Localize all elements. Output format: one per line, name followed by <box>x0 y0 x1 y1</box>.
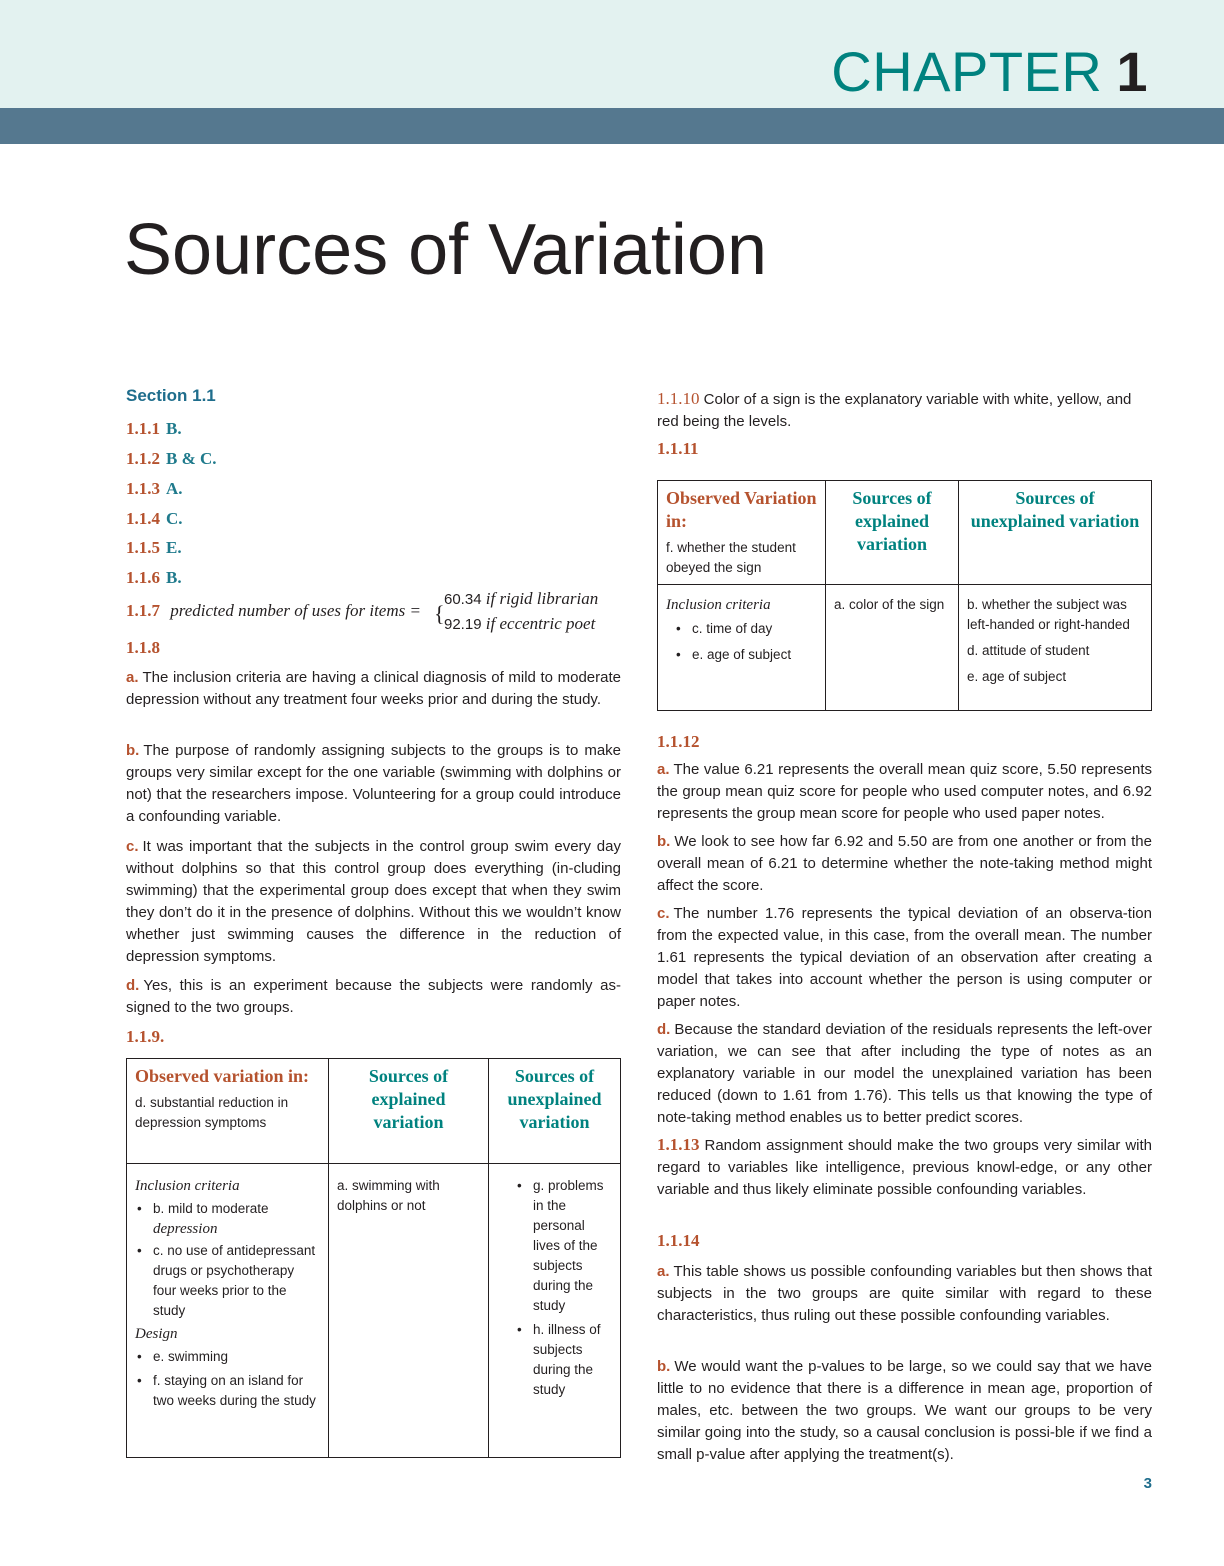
q1112-number: 1.1.12 <box>657 732 700 751</box>
q119-number: 1.1.9. <box>126 1027 165 1046</box>
page-title: Sources of Variation <box>124 210 768 290</box>
answer-row: 1.1.2 B & C. <box>126 449 217 468</box>
list-item: • g. problems in the personal lives of the subjects during the study <box>533 1176 612 1316</box>
q118-part-d: d. Yes, this is an experiment because the subjects were randomly as-signed to the two groups. <box>126 977 621 1016</box>
chapter-number: 1 <box>1116 40 1148 103</box>
answer-row: 1.1.4 C. <box>126 509 183 528</box>
list-item: • c. no use of antidepressant drugs or psychotherapy four weeks prior to the study <box>153 1241 320 1321</box>
table-cell-explained: a. color of the sign <box>826 585 959 711</box>
answer-row: 1.1.5 E. <box>126 538 182 557</box>
table-cell-observed-sources: Inclusion criteria • c. time of day • e. age of subject <box>658 585 826 711</box>
section-heading: Section 1.1 <box>126 386 216 405</box>
table-header-unexplained: Sources of unexplained variation <box>959 481 1152 585</box>
table-header-observed: Observed variation in: d. substantial reduction in depression symptoms <box>127 1059 329 1164</box>
table-cell-explained: a. swimming with dolphins or not <box>329 1164 489 1458</box>
q117-case-1: 60.34 if rigid librarian <box>444 589 599 608</box>
q1112-part-a: a. The value 6.21 represents the overall mean quiz score, 5.50 represents the group mean quiz score for people who used computer notes, and 6.92 represents the group mean score for people who used paper notes. <box>657 761 1152 822</box>
q1110: 1.1.10 Color of a sign is the explanatory variable with white, yellow, and red being the levels. <box>657 389 1132 430</box>
brace-icon: { <box>434 601 445 626</box>
q1114-number: 1.1.14 <box>657 1231 700 1250</box>
q1111-number: 1.1.11 <box>657 439 699 458</box>
q1111-variation-table <box>657 480 1152 711</box>
q1113: 1.1.13 Random assignment should make the two groups very similar with regard to variables like intelligence, previous knowl-edge, or any other variable and thus likely eliminate possible confounding variables. <box>657 1135 1152 1198</box>
table-cell-unexplained <box>489 1164 621 1458</box>
page-number: 3 <box>1143 1475 1152 1492</box>
table-header-explained: Sources of explained variation <box>329 1059 489 1164</box>
q118-part-c: c. It was important that the subjects in the control group swim every day without dolphins so that this control group does everything (in-cluding swimming) that the experimental group does except that when they swim they don’t do it in the presence of dolphins. Without this we wouldn’t know whether just swimming causes the difference in the reduction of depression symptoms. <box>126 838 621 965</box>
list-item: • h. illness of subjects during the study <box>533 1320 612 1400</box>
chapter-label <box>831 40 1148 104</box>
list-item: • c. time of day <box>692 619 817 639</box>
answer-row: 1.1.3 A. <box>126 479 183 498</box>
q118-part-b: b. The purpose of randomly assigning subjects to the groups is to make groups very similar except for the one variable (swimming with dolphins or not) that the researchers impose. Volunteering for a group could introduce a confounding variable. <box>126 742 621 825</box>
q118-number: 1.1.8 <box>126 638 160 657</box>
q1114-part-a: a. This table shows us possible confounding variables but then shows that subjects in the two groups are quite similar with regard to these characteristics, thus ruling out these possible confounding variables. <box>657 1263 1152 1324</box>
q1112-part-d: d. Because the standard deviation of the residuals represents the left-over variation, we can see that after including the type of notes as an explanatory variable in our model the unexplained variation has been reduced (down to 1.61 from 1.76). This tells us that knowing the type of note-taking method enables us to better predict scores. <box>657 1021 1152 1126</box>
q118-part-a: a. The inclusion criteria are having a clinical diagnosis of mild to moderate depression without any treatment four weeks prior and during the study. <box>126 669 621 708</box>
list-item: • f. staying on an island for two weeks during the study <box>153 1371 320 1411</box>
table-header-unexplained: Sources of unexplained variation <box>489 1059 621 1164</box>
list-item: • e. swimming <box>153 1347 320 1367</box>
q117-formula-lhs: 1.1.7 predicted number of uses for items = <box>126 601 421 620</box>
q117-case-2: 92.19 if eccentric poet <box>444 614 596 633</box>
chapter-word: CHAPTER <box>831 40 1103 103</box>
answer-row: 1.1.1 B. <box>126 419 182 438</box>
q1114-part-b: b. We would want the p-values to be large, so we could say that we have little to no evidence that there is a difference in mean age, proportion of males, etc. between the two groups. We want our groups to be very similar going into the study, so a causal conclusion is possi-ble if we find a small p-value after applying the treatment(s). <box>657 1358 1152 1463</box>
header-divider-bar <box>0 108 1224 144</box>
list-item: • b. mild to moderate depression <box>153 1199 320 1239</box>
q1112-part-c: c. The number 1.76 represents the typical deviation of an observa-tion from the expected value, in this case, from the overall mean. The number 1.61 represents the typical deviation of an observation after creating a model that takes into account whether the person is using computer or paper notes. <box>657 905 1152 1010</box>
table-cell-unexplained: b. whether the subject was left-handed or right-handed d. attitude of student e. age of subject <box>959 585 1152 711</box>
table-header-explained: Sources of explained variation <box>826 481 959 585</box>
table-cell-observed-sources: Inclusion criteria • b. mild to moderate depression • c. no use of antidepressant drugs or psychotherapy four weeks prior to the study Design • e. swimming • f. staying on an island for two weeks during the study <box>127 1164 329 1458</box>
q1112-part-b: b. We look to see how far 6.92 and 5.50 are from one another or from the overall mean of 6.21 to determine whether the note-taking method might affect the score. <box>657 833 1152 894</box>
table-header-observed: Observed Variation in: f. whether the student obeyed the sign <box>658 481 826 585</box>
list-item: • e. age of subject <box>692 645 817 665</box>
answer-row: 1.1.6 B. <box>126 568 182 587</box>
q119-variation-table <box>126 1058 621 1458</box>
